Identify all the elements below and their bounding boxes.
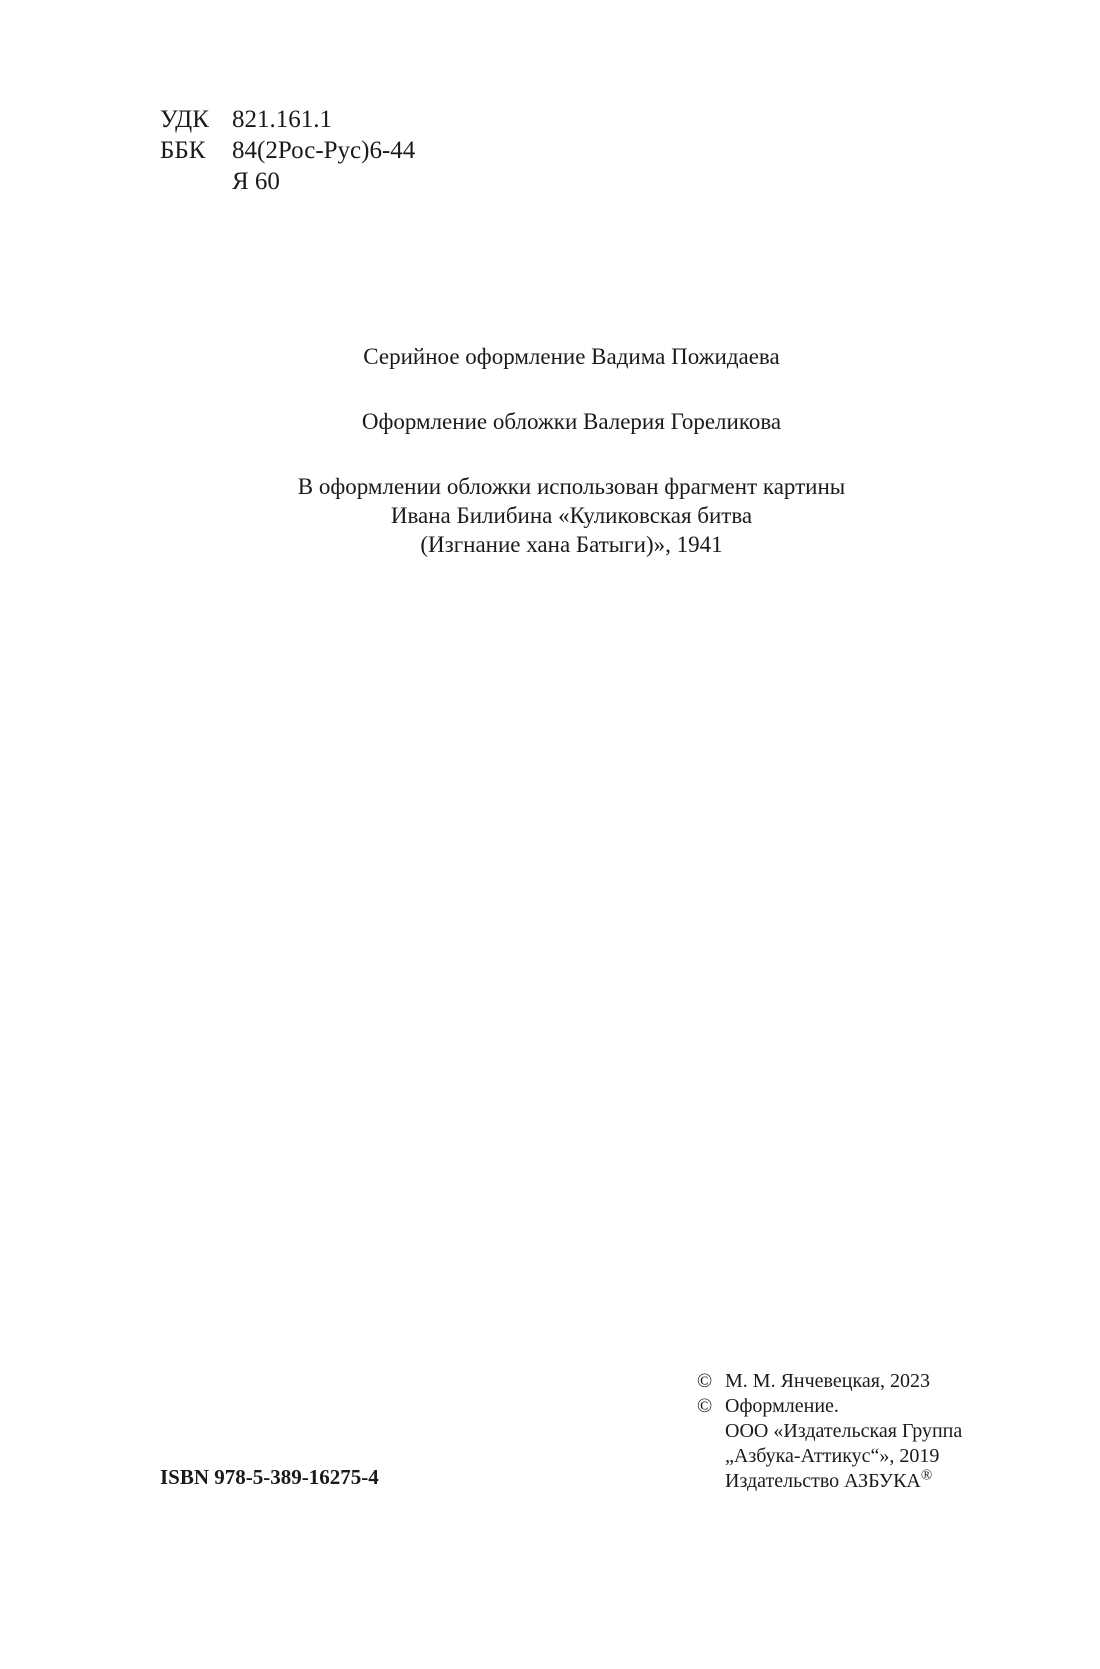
painting-credit-line: Ивана Билибина «Куликовская битва bbox=[390, 503, 753, 528]
author-sign-row bbox=[160, 166, 415, 197]
udk-label: УДК bbox=[160, 106, 209, 133]
isbn-number: ISBN 978-5-389-16275-4 bbox=[160, 1465, 379, 1489]
copyright-block bbox=[697, 1369, 962, 1494]
author-sign: Я 60 bbox=[232, 168, 280, 195]
copyright-design-row bbox=[697, 1394, 962, 1419]
bbk-value: 84(2Рос-Рус)6-44 bbox=[232, 137, 416, 164]
imprint-line bbox=[725, 1469, 932, 1494]
udk-value: 821.161.1 bbox=[232, 106, 332, 133]
painting-credit-line: В оформлении обложки использован фрагмент картины bbox=[297, 474, 846, 499]
copyright-symbol: © bbox=[697, 1395, 713, 1417]
bbk-label: ББК bbox=[160, 137, 206, 164]
design-credits bbox=[0, 342, 1100, 559]
publisher-line-1: ООО «Издательская Группа bbox=[725, 1420, 963, 1442]
registered-mark: ® bbox=[920, 1467, 933, 1484]
copyright-author: М. М. Янчевецкая, 2023 bbox=[725, 1370, 930, 1392]
copyright-author-row bbox=[697, 1369, 962, 1394]
imprint-name: Издательство АЗБУКА bbox=[725, 1470, 921, 1492]
bbk-row bbox=[160, 135, 415, 166]
painting-credit-line: (Изгнание хана Батыги)», 1941 bbox=[420, 532, 723, 557]
udk-row bbox=[160, 104, 415, 135]
cover-design-credit: Оформление обложки Валерия Гореликова bbox=[361, 409, 782, 434]
copyright-design-label: Оформление. bbox=[725, 1395, 839, 1417]
copyright-symbol: © bbox=[697, 1370, 713, 1392]
series-design-credit: Серийное оформление Вадима Пожидаева bbox=[363, 344, 780, 369]
publisher-line-2: „Азбука-Аттикус“», 2019 bbox=[725, 1445, 940, 1467]
classification-block bbox=[160, 104, 415, 197]
